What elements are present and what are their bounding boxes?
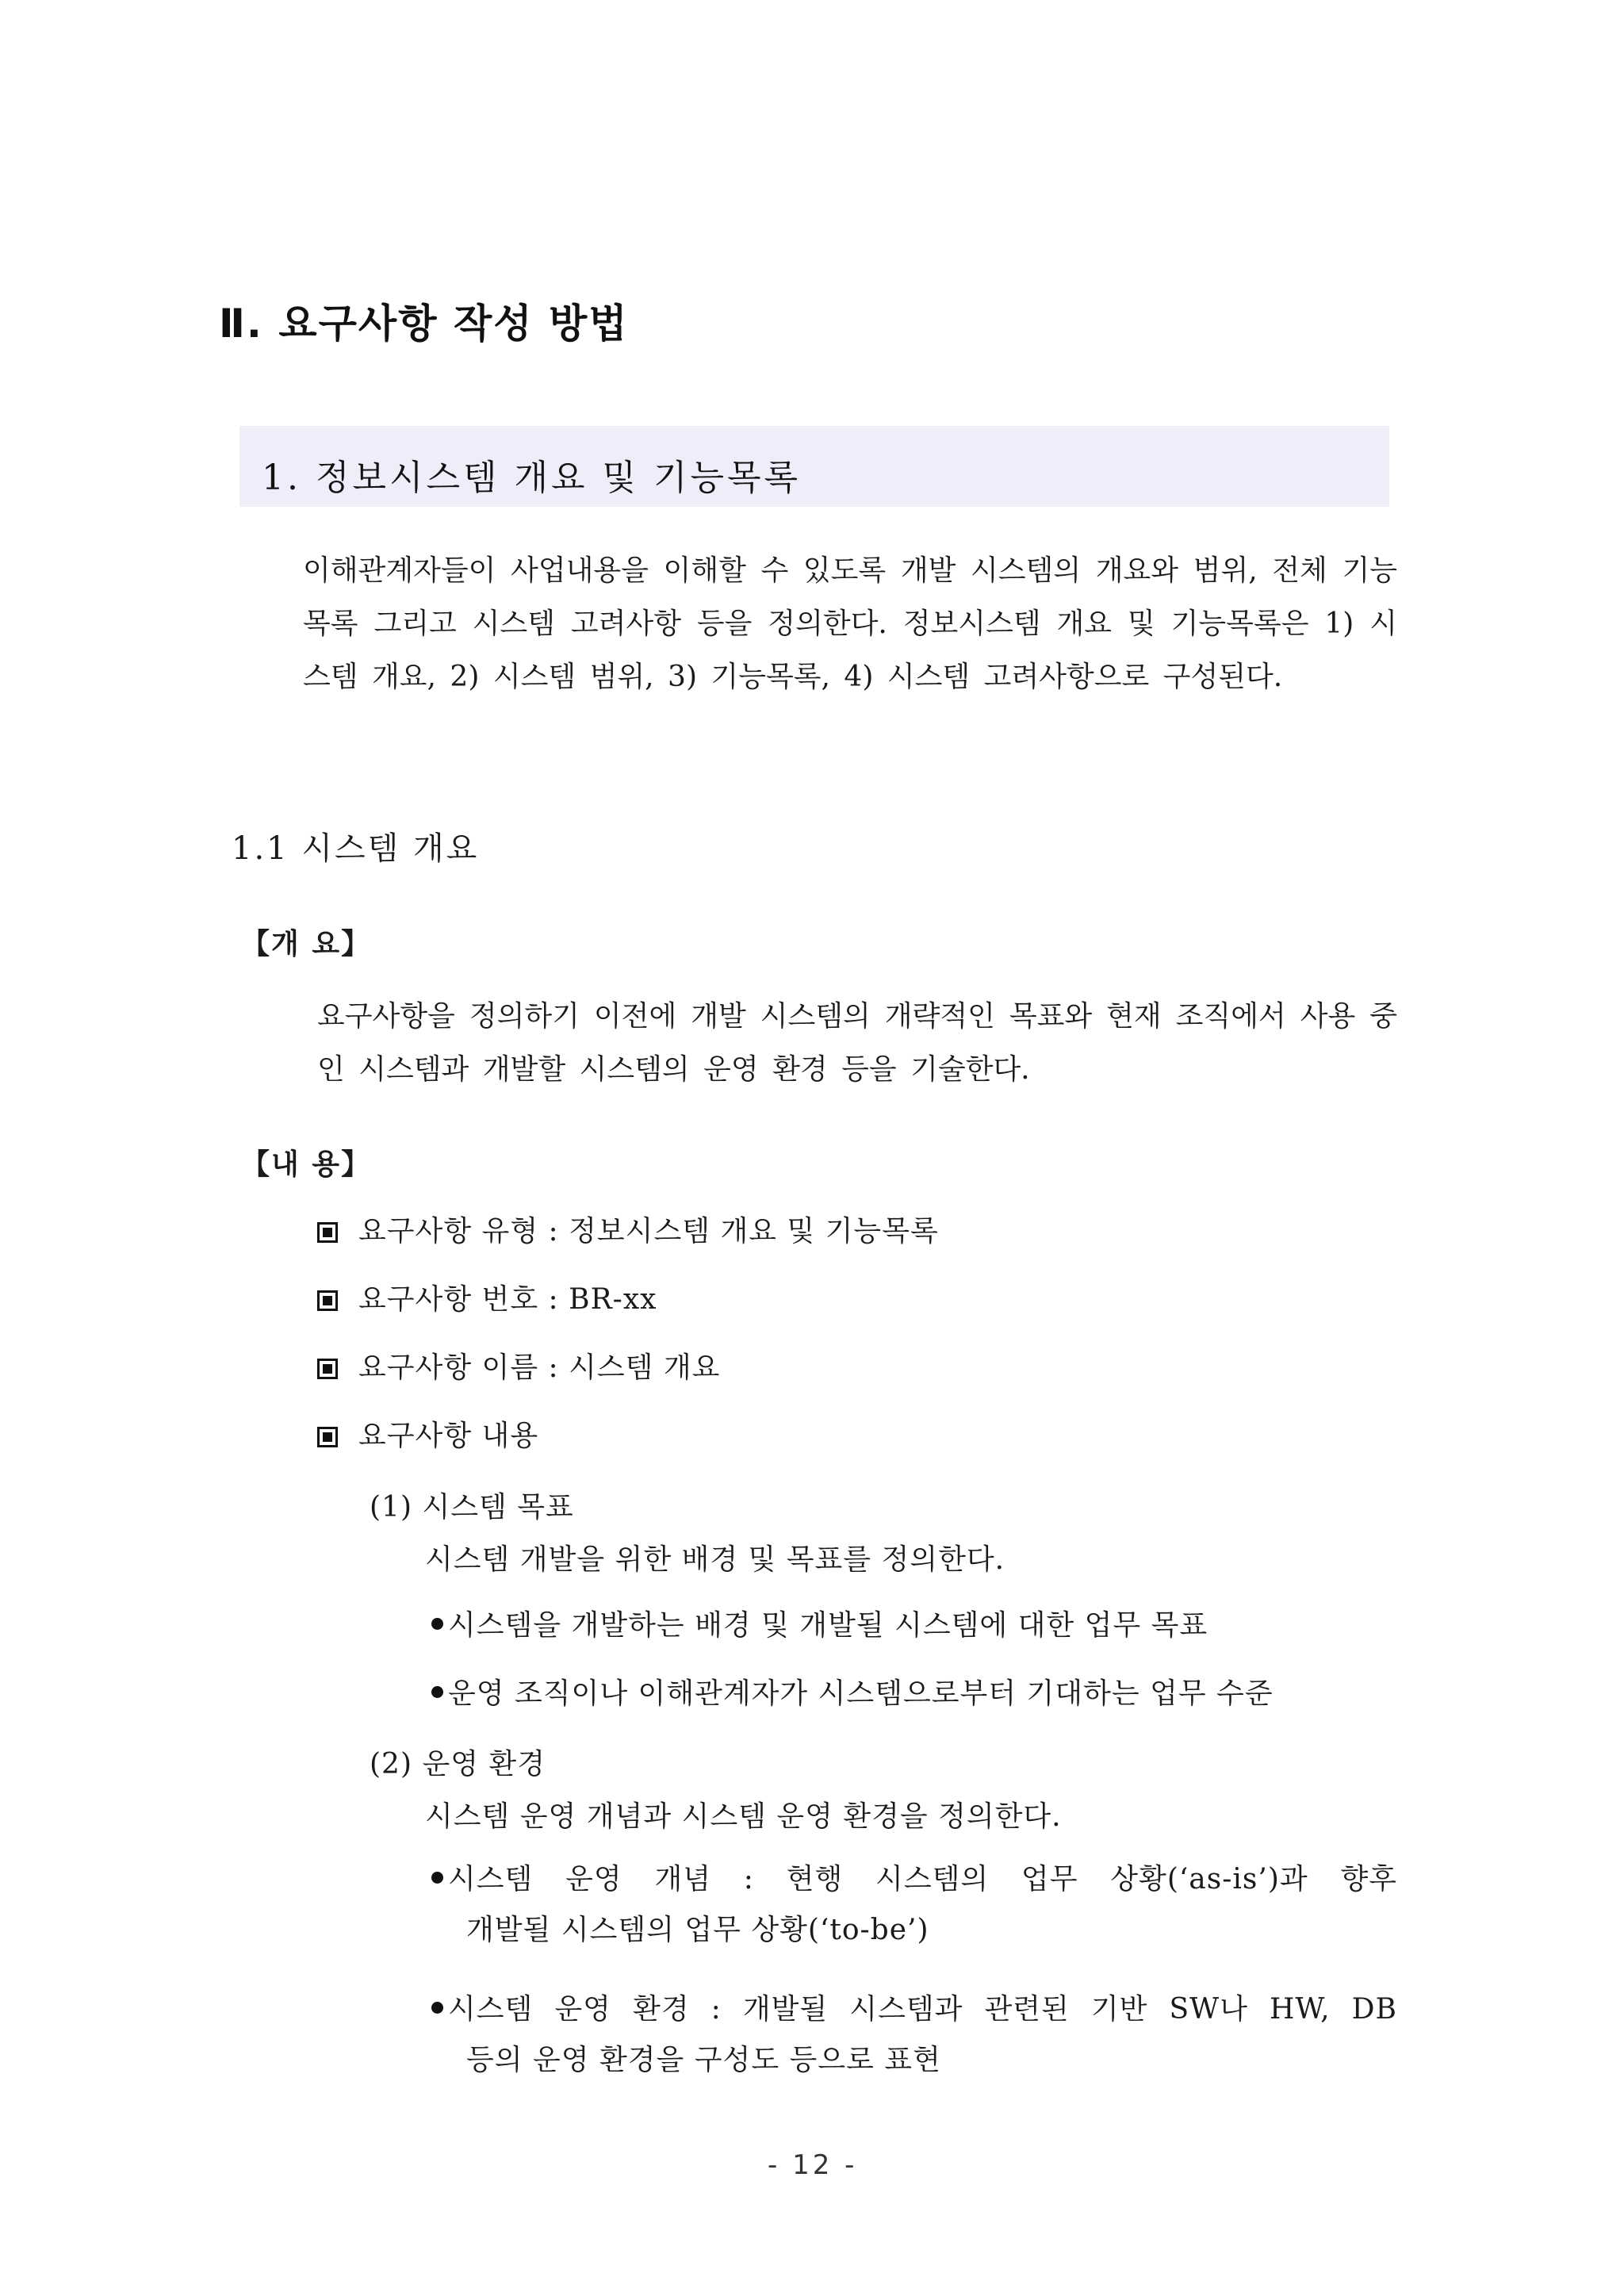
requirement-content-item <box>317 1413 538 1454</box>
bullet-text-line2: 등의 운영 환경을 구성도 등으로 표현 <box>466 2044 941 2076</box>
square-bullet-icon <box>317 1222 338 1243</box>
goal-bullet <box>431 1669 1397 1719</box>
env-bullet <box>431 1984 1397 2086</box>
square-bullet-icon <box>317 1290 338 1311</box>
overview-label: 【개 요】 <box>241 928 372 960</box>
chapter-title: Ⅱ. 요구사항 작성 방법 <box>219 301 629 347</box>
env-description: 시스템 운영 개념과 시스템 운영 환경을 정의한다. <box>425 1800 1062 1833</box>
bullet-text: 운영 조직이나 이해관계자가 시스템으로부터 기대하는 업무 수준 <box>448 1677 1274 1710</box>
goal-heading: (1) 시스템 목표 <box>370 1491 574 1524</box>
env-bullet <box>431 1854 1397 1956</box>
bullet-text: 시스템을 개발하는 배경 및 개발될 시스템에 대한 업무 목표 <box>448 1609 1208 1642</box>
env-heading: (2) 운영 환경 <box>370 1748 546 1780</box>
dot-bullet-icon <box>431 1618 443 1630</box>
page-number: - 12 - <box>768 2149 858 2181</box>
goal-bullet <box>431 1600 1397 1651</box>
dot-bullet-icon <box>431 1686 443 1698</box>
requirement-number-item <box>317 1277 657 1317</box>
bullet-text-line1: 시스템 운영 개념 : 현행 시스템의 업무 상황(‘as-is’)과 향후 <box>448 1863 1397 1895</box>
item-text: 요구사항 유형 : 정보시스템 개요 및 기능목록 <box>358 1215 939 1248</box>
bullet-text-line1: 시스템 운영 환경 : 개발될 시스템과 관련된 기반 SW나 HW, DB <box>448 1993 1397 2026</box>
requirement-type-item <box>317 1209 939 1249</box>
overview-paragraph: 요구사항을 정의하기 이전에 개발 시스템의 개략적인 목표와 현재 조직에서 사용 중인 시스템과 개발할 시스템의 운영 환경 등을 기술한다. <box>317 1000 1397 1086</box>
goal-description: 시스템 개발을 위한 배경 및 목표를 정의한다. <box>425 1543 1005 1576</box>
dot-bullet-icon <box>431 1872 443 1884</box>
bullet-text-line2: 개발될 시스템의 업무 상황(‘to-be’) <box>466 1914 929 1946</box>
content-label: 【내 용】 <box>241 1148 372 1181</box>
section-title: 1. 정보시스템 개요 및 기능목록 <box>262 458 801 498</box>
dot-bullet-icon <box>431 2002 443 2014</box>
square-bullet-icon <box>317 1427 338 1447</box>
subsection-title: 1.1 시스템 개요 <box>232 830 480 867</box>
item-text: 요구사항 번호 : BR-xx <box>358 1283 657 1316</box>
item-text: 요구사항 내용 <box>358 1420 539 1452</box>
item-text: 요구사항 이름 : 시스템 개요 <box>358 1351 721 1384</box>
intro-paragraph: 이해관계자들이 사업내용을 이해할 수 있도록 개발 시스템의 개요와 범위, 전체 기능목록 그리고 시스템 고려사항 등을 정의한다. 정보시스템 개요 및 기능목록은 1) 시스템 개요, 2) 시스템 범위, 3) 기능목록, 4) 시스템 고려사항으로 구성된다. <box>303 554 1397 693</box>
square-bullet-icon <box>317 1359 338 1379</box>
requirement-name-item <box>317 1345 720 1386</box>
